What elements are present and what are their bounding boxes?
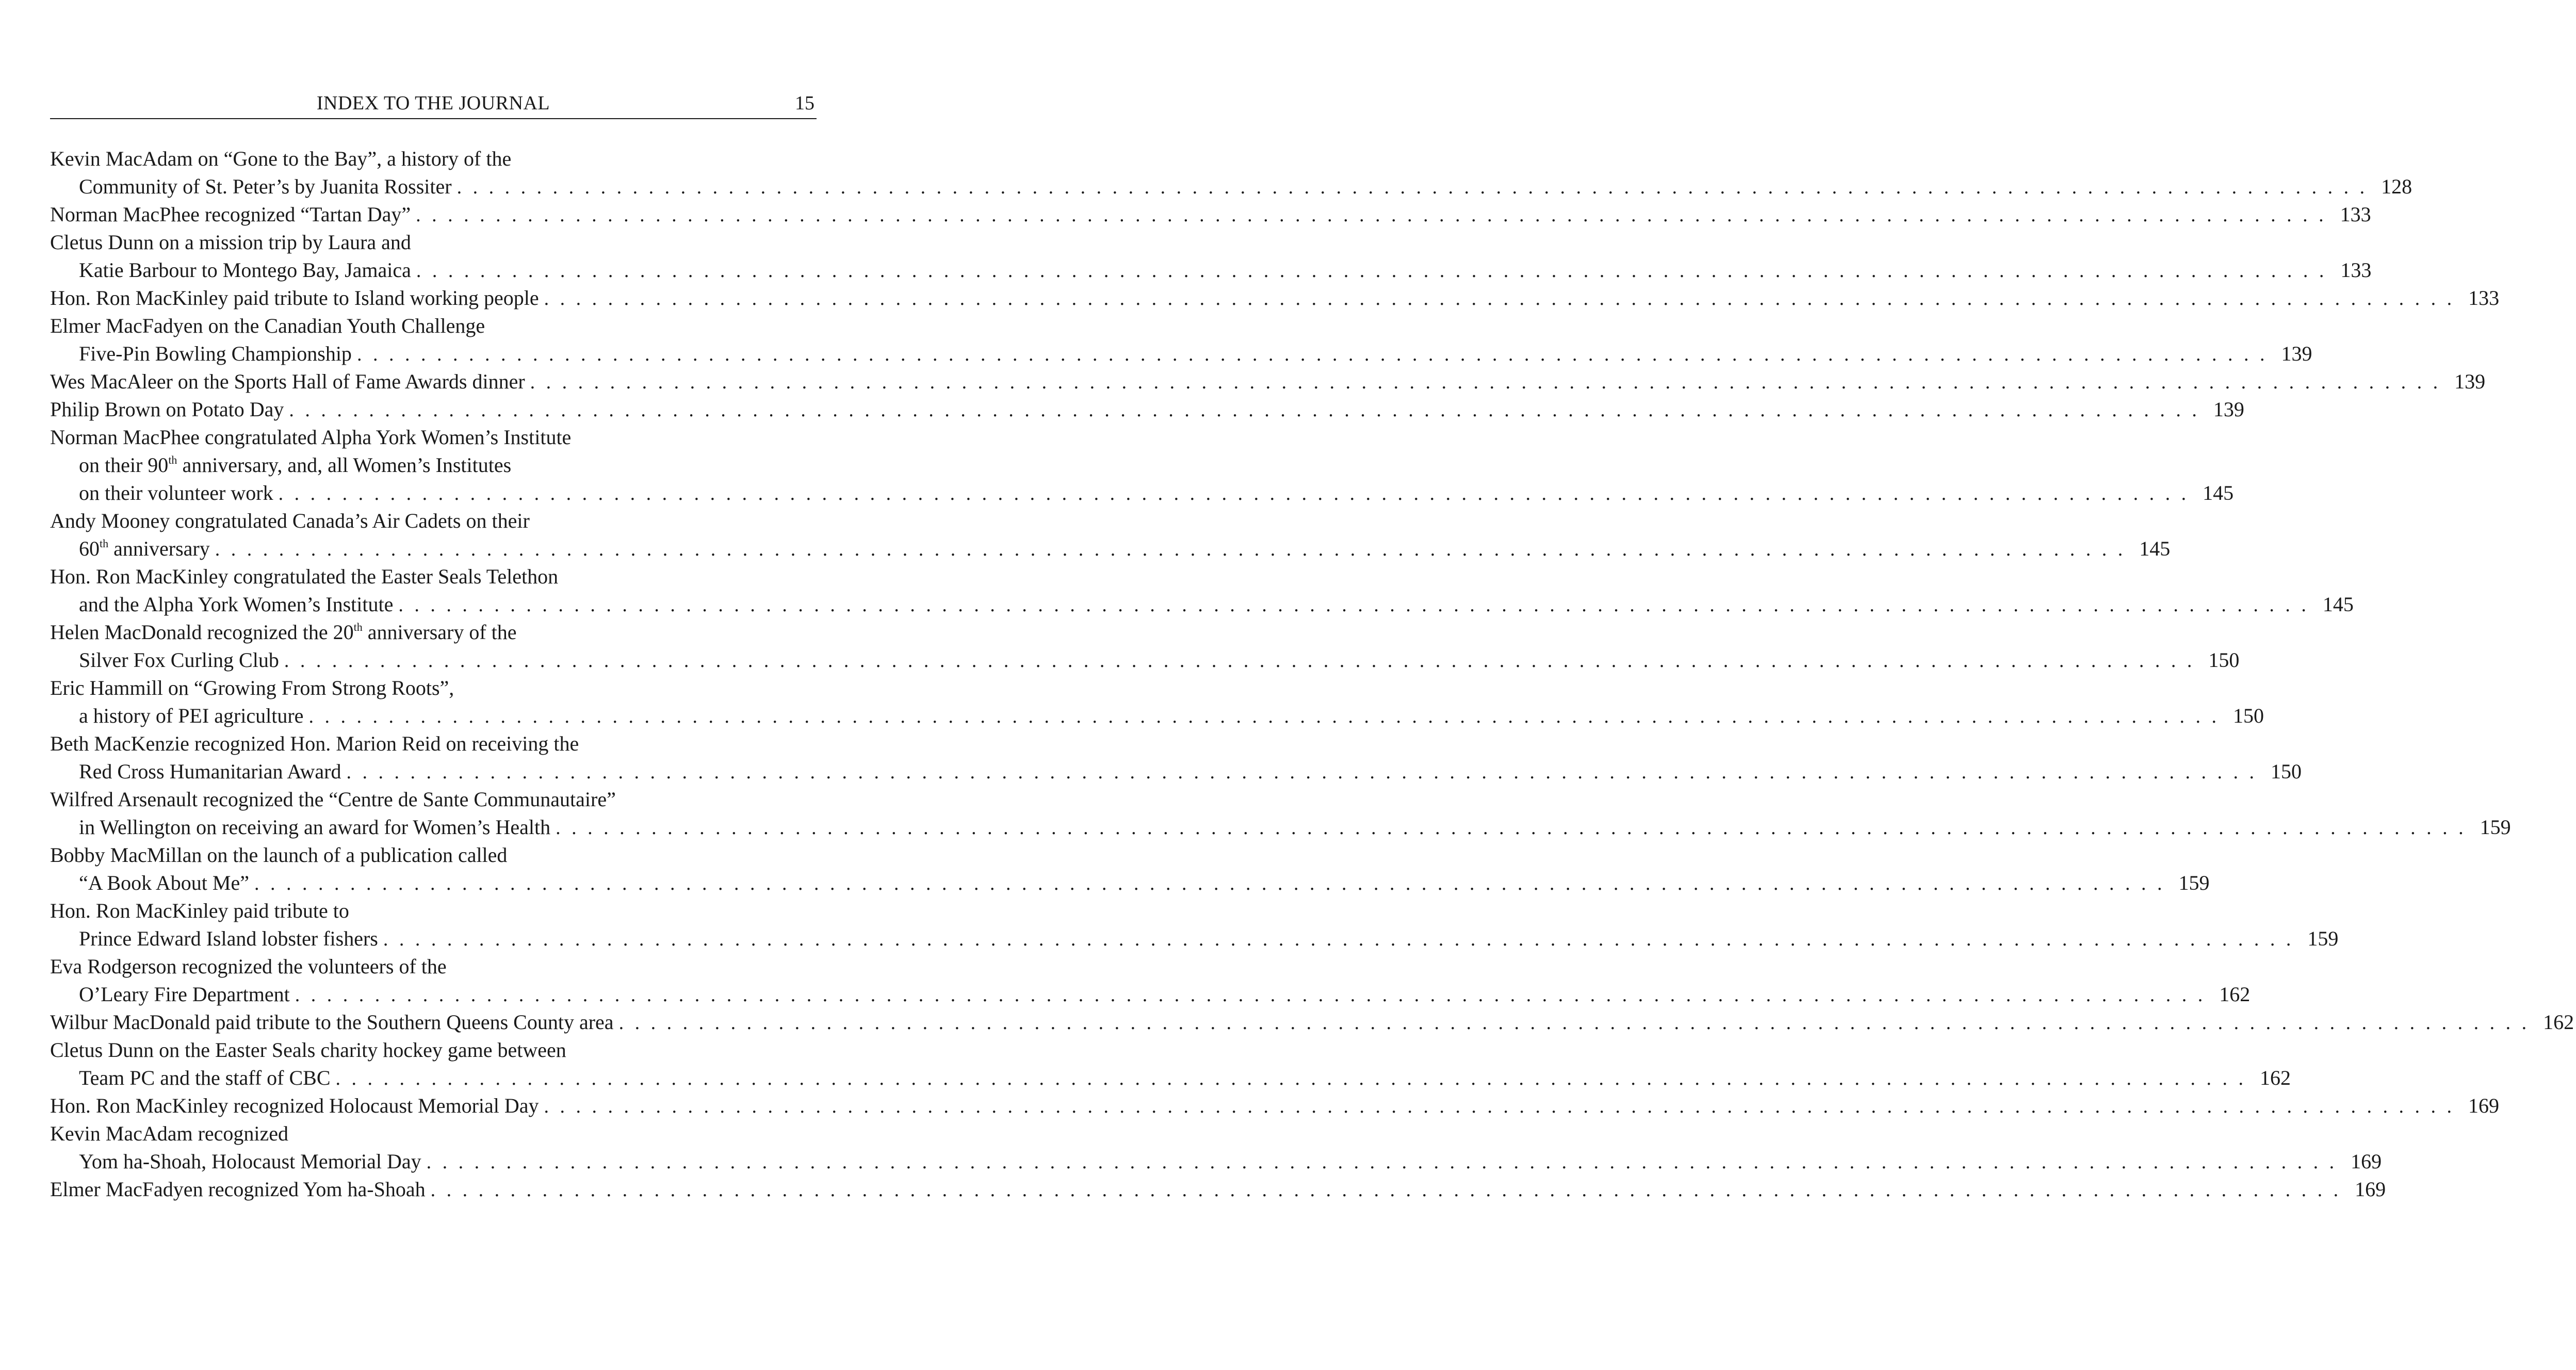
entry-text: Katie Barbour to Montego Bay, Jamaica	[79, 258, 411, 282]
entry-text: Hon. Ron MacKinley congratulated the Easter Seals Telethon	[50, 565, 559, 588]
index-entry	[50, 674, 2264, 730]
entry-text: 60th anniversary	[79, 537, 210, 560]
dot-leader: . . . . . . . . . . . . . . . . . . . . . . . . . . . . . . . . . . . . . . . . . . . . . . . . . . . . . . . . . . . . . . . . . . . . . . . . . . . . . . . . . . . . . . . . . . . . . . . . . . . . . . . . . . . . . . . . . . . . . . . .	[416, 260, 2327, 282]
entry-first-line	[50, 396, 2244, 423]
index-entry	[50, 284, 2500, 312]
dot-leader: . . . . . . . . . . . . . . . . . . . . . . . . . . . . . . . . . . . . . . . . . . . . . . . . . . . . . . . . . . . . . . . . . . . . . . . . . . . . . . . . . . . . . . . . . . . . . . . . . . . . . . . . . . . . . . . . . . . . . . . .	[456, 176, 2368, 198]
entry-page-number: 133	[2340, 203, 2371, 226]
index-entry	[50, 953, 2251, 1008]
index-entry	[50, 1176, 2386, 1203]
entry-first-line	[50, 284, 2500, 312]
entry-text: Elmer MacFadyen recognized Yom ha-Shoah	[50, 1178, 426, 1201]
entry-continuation-line	[50, 535, 2171, 563]
index-entry	[50, 507, 2171, 563]
journal-index-page	[50, 0, 2574, 1370]
page-number: 15	[795, 92, 814, 114]
dot-leader: . . . . . . . . . . . . . . . . . . . . . . . . . . . . . . . . . . . . . . . . . . . . . . . . . . . . . . . . . . . . . . . . . . . . . . . . . . . . . . . . . . . . . . . . . . . . . . . . . . . . . . . . . . . . . . . . . . . . . . . .	[284, 650, 2195, 672]
entry-text: Cletus Dunn on the Easter Seals charity hockey game between	[50, 1038, 566, 1062]
entry-continuation-line	[50, 813, 2511, 841]
entry-continuation-line	[50, 479, 2234, 507]
entry-page-number: 133	[2340, 258, 2372, 282]
dot-leader: . . . . . . . . . . . . . . . . . . . . . . . . . . . . . . . . . . . . . . . . . . . . . . . . . . . . . . . . . . . . . . . . . . . . . . . . . . . . . . . . . . . . . . . . . . . . . . . . . . . . . . . . . . . . . . . . . . . . . . . .	[215, 539, 2126, 560]
entry-text: Norman MacPhee recognized “Tartan Day”	[50, 203, 411, 226]
entry-page-number: 145	[2322, 593, 2354, 616]
index-entry	[50, 368, 2486, 396]
dot-leader: . . . . . . . . . . . . . . . . . . . . . . . . . . . . . . . . . . . . . . . . . . . . . . . . . . . . . . . . . . . . . . . . . . . . . . . . . . . . . . . . . . . . . . . . . . . . . . . . . . . . . . . . . . . . . . . . . . . . . . . .	[278, 483, 2190, 504]
entry-page-number: 150	[2270, 760, 2302, 783]
index-entry	[50, 229, 2372, 284]
dot-leader: . . . . . . . . . . . . . . . . . . . . . . . . . . . . . . . . . . . . . . . . . . . . . . . . . . . . . . . . . . . . . . . . . . . . . . . . . . . . . . . . . . . . . . . . . . . . . . . . . . . . . . . . . . . . . . . . . . . . . . . .	[254, 873, 2165, 894]
entry-first-line	[50, 368, 2486, 396]
entry-page-number: 162	[2219, 983, 2251, 1006]
header-rule	[50, 118, 817, 119]
index-entry	[50, 145, 2412, 201]
entry-text: Bobby MacMillan on the launch of a publication called	[50, 843, 508, 867]
entry-page-number: 139	[2454, 370, 2486, 393]
entry-page-number: 169	[2355, 1178, 2386, 1201]
entry-first-line	[50, 423, 817, 451]
entry-continuation-line	[50, 173, 2412, 201]
entry-page-number: 159	[2307, 927, 2339, 950]
entry-continuation-line	[50, 256, 2372, 284]
entry-first-line	[50, 841, 817, 869]
entry-text: Team PC and the staff of CBC	[79, 1066, 331, 1089]
index-entry	[50, 1008, 2574, 1036]
entry-continuation-line	[50, 1148, 2382, 1176]
entry-page-number: 169	[2351, 1150, 2382, 1173]
index-entry	[50, 423, 2234, 507]
entry-page-number: 128	[2381, 175, 2412, 198]
index-entry	[50, 1120, 2382, 1176]
entry-page-number: 169	[2468, 1094, 2500, 1117]
entry-page-number: 139	[2213, 398, 2244, 421]
dot-leader: . . . . . . . . . . . . . . . . . . . . . . . . . . . . . . . . . . . . . . . . . . . . . . . . . . . . . . . . . . . . . . . . . . . . . . . . . . . . . . . . . . . . . . . . . . . . . . . . . . . . . . . . . . . . . . . . . . . . . . . .	[383, 928, 2294, 950]
entry-first-line	[50, 1092, 2500, 1120]
entry-page-number: 145	[2203, 481, 2234, 504]
dot-leader: . . . . . . . . . . . . . . . . . . . . . . . . . . . . . . . . . . . . . . . . . . . . . . . . . . . . . . . . . . . . . . . . . . . . . . . . . . . . . . . . . . . . . . . . . . . . . . . . . . . . . . . . . . . . . . . . . . . . . . . .	[544, 288, 2455, 309]
entry-text: Philip Brown on Potato Day	[50, 398, 284, 421]
entry-continuation-line	[50, 758, 2302, 786]
entry-page-number: 139	[2281, 342, 2312, 365]
dot-leader: . . . . . . . . . . . . . . . . . . . . . . . . . . . . . . . . . . . . . . . . . . . . . . . . . . . . . . . . . . . . . . . . . . . . . . . . . . . . . . . . . . . . . . . . . . . . . . . . . . . . . . . . . . . . . . . . . . . . . . . .	[530, 371, 2441, 393]
entry-first-line	[50, 229, 817, 256]
entry-page-number: 150	[2232, 704, 2264, 727]
dot-leader: . . . . . . . . . . . . . . . . . . . . . . . . . . . . . . . . . . . . . . . . . . . . . . . . . . . . . . . . . . . . . . . . . . . . . . . . . . . . . . . . . . . . . . . . . . . . . . . . . . . . . . . . . . . . . . . . . . . . . . . .	[618, 1012, 2530, 1034]
entry-first-line	[50, 312, 817, 340]
entry-text: Wilbur MacDonald paid tribute to the Southern Queens County area	[50, 1010, 614, 1034]
entry-text: Kevin MacAdam on “Gone to the Bay”, a history of the	[50, 147, 512, 170]
entry-page-number: 133	[2468, 286, 2500, 309]
entry-page-number: 159	[2178, 871, 2210, 894]
entry-continuation-line	[50, 646, 2240, 674]
entry-continuation-line	[50, 981, 2251, 1008]
index-entry	[50, 1092, 2500, 1120]
entry-text: Silver Fox Curling Club	[79, 648, 279, 672]
entry-first-line	[50, 1036, 817, 1064]
page-header	[50, 91, 817, 116]
dot-leader: . . . . . . . . . . . . . . . . . . . . . . . . . . . . . . . . . . . . . . . . . . . . . . . . . . . . . . . . . . . . . . . . . . . . . . . . . . . . . . . . . . . . . . . . . . . . . . . . . . . . . . . . . . . . . . . . . . . . . . . .	[335, 1068, 2247, 1089]
entry-first-line	[50, 786, 817, 813]
entry-text: Elmer MacFadyen on the Canadian Youth Challenge	[50, 314, 485, 337]
entry-first-line	[50, 507, 817, 535]
entry-text: Five-Pin Bowling Championship	[79, 342, 352, 365]
entry-page-number: 162	[2543, 1010, 2574, 1034]
entry-text: Prince Edward Island lobster fishers	[79, 927, 378, 950]
dot-leader: . . . . . . . . . . . . . . . . . . . . . . . . . . . . . . . . . . . . . . . . . . . . . . . . . . . . . . . . . . . . . . . . . . . . . . . . . . . . . . . . . . . . . . . . . . . . . . . . . . . . . . . . . . . . . . . . . . . . . . . .	[426, 1151, 2338, 1173]
entry-continuation-line	[50, 451, 817, 479]
entry-first-line	[50, 618, 817, 646]
dot-leader: . . . . . . . . . . . . . . . . . . . . . . . . . . . . . . . . . . . . . . . . . . . . . . . . . . . . . . . . . . . . . . . . . . . . . . . . . . . . . . . . . . . . . . . . . . . . . . . . . . . . . . . . . . . . . . . . . . . . . . . .	[544, 1096, 2455, 1117]
index-entry	[50, 786, 2511, 841]
entry-text: Helen MacDonald recognized the 20th anniversary of the	[50, 621, 517, 644]
entry-first-line	[50, 1176, 2386, 1203]
entry-text: Hon. Ron MacKinley recognized Holocaust Memorial Day	[50, 1094, 539, 1117]
entry-continuation-line	[50, 925, 2339, 953]
dot-leader: . . . . . . . . . . . . . . . . . . . . . . . . . . . . . . . . . . . . . . . . . . . . . . . . . . . . . . . . . . . . . . . . . . . . . . . . . . . . . . . . . . . . . . . . . . . . . . . . . . . . . . . . . . . . . . . . . . . . . . . .	[308, 706, 2220, 727]
entry-first-line	[50, 953, 817, 981]
entry-first-line	[50, 145, 817, 173]
entry-text: in Wellington on receiving an award for Women’s Health	[79, 816, 551, 839]
page-title: INDEX TO THE JOURNAL	[316, 92, 550, 114]
index-entry	[50, 312, 2312, 368]
dot-leader: . . . . . . . . . . . . . . . . . . . . . . . . . . . . . . . . . . . . . . . . . . . . . . . . . . . . . . . . . . . . . . . . . . . . . . . . . . . . . . . . . . . . . . . . . . . . . . . . . . . . . . . . . . . . . . . . . . . . . . . .	[398, 594, 2309, 616]
entry-text: Yom ha-Shoah, Holocaust Memorial Day	[79, 1150, 421, 1173]
index-entry	[50, 730, 2302, 786]
entry-text: Red Cross Humanitarian Award	[79, 760, 341, 783]
entry-text: Cletus Dunn on a mission trip by Laura and	[50, 231, 411, 254]
index-entry	[50, 201, 2371, 229]
entry-continuation-line	[50, 1064, 2291, 1092]
entry-text: and the Alpha York Women’s Institute	[79, 593, 394, 616]
index-entry	[50, 1036, 2291, 1092]
entry-continuation-line	[50, 340, 2312, 368]
dot-leader: . . . . . . . . . . . . . . . . . . . . . . . . . . . . . . . . . . . . . . . . . . . . . . . . . . . . . . . . . . . . . . . . . . . . . . . . . . . . . . . . . . . . . . . . . . . . . . . . . . . . . . . . . . . . . . . . . . . . . . . .	[295, 984, 2206, 1006]
dot-leader: . . . . . . . . . . . . . . . . . . . . . . . . . . . . . . . . . . . . . . . . . . . . . . . . . . . . . . . . . . . . . . . . . . . . . . . . . . . . . . . . . . . . . . . . . . . . . . . . . . . . . . . . . . . . . . . . . . . . . . . .	[556, 817, 2467, 839]
dot-leader: . . . . . . . . . . . . . . . . . . . . . . . . . . . . . . . . . . . . . . . . . . . . . . . . . . . . . . . . . . . . . . . . . . . . . . . . . . . . . . . . . . . . . . . . . . . . . . . . . . . . . . . . . . . . . . . . . . . . . . . .	[430, 1179, 2342, 1201]
entry-page-number: 159	[2480, 816, 2511, 839]
index-entry	[50, 897, 2339, 953]
entry-text: Hon. Ron MacKinley paid tribute to	[50, 899, 349, 922]
entry-text: a history of PEI agriculture	[79, 704, 304, 727]
entry-first-line	[50, 897, 817, 925]
index-entry	[50, 563, 2354, 618]
entry-first-line	[50, 730, 817, 758]
index-entry	[50, 618, 2240, 674]
entry-text: Wes MacAleer on the Sports Hall of Fame Awards dinner	[50, 370, 525, 393]
entry-continuation-line	[50, 702, 2264, 730]
entry-text: Andy Mooney congratulated Canada’s Air Cadets on their	[50, 509, 530, 532]
entry-text: Beth MacKenzie recognized Hon. Marion Reid on receiving the	[50, 732, 579, 755]
entry-text: “A Book About Me”	[79, 871, 249, 894]
entry-text: Eva Rodgerson recognized the volunteers of the	[50, 955, 447, 978]
entry-text: Kevin MacAdam recognized	[50, 1122, 289, 1145]
entry-page-number: 145	[2139, 537, 2171, 560]
entry-continuation-line	[50, 591, 2354, 618]
entry-page-number: 150	[2208, 648, 2240, 672]
entry-first-line	[50, 563, 817, 591]
dot-leader: . . . . . . . . . . . . . . . . . . . . . . . . . . . . . . . . . . . . . . . . . . . . . . . . . . . . . . . . . . . . . . . . . . . . . . . . . . . . . . . . . . . . . . . . . . . . . . . . . . . . . . . . . . . . . . . . . . . . . . . .	[346, 761, 2257, 783]
index-entries	[50, 145, 2574, 1203]
entry-first-line	[50, 674, 817, 702]
entry-text: Hon. Ron MacKinley paid tribute to Island working people	[50, 286, 539, 309]
entry-text: on their 90th anniversary, and, all Women’s Institutes	[79, 453, 512, 477]
dot-leader: . . . . . . . . . . . . . . . . . . . . . . . . . . . . . . . . . . . . . . . . . . . . . . . . . . . . . . . . . . . . . . . . . . . . . . . . . . . . . . . . . . . . . . . . . . . . . . . . . . . . . . . . . . . . . . . . . . . . . . . .	[289, 399, 2200, 421]
entry-first-line	[50, 1008, 2574, 1036]
entry-text: on their volunteer work	[79, 481, 273, 504]
entry-first-line	[50, 201, 2371, 229]
entry-first-line	[50, 1120, 817, 1148]
index-entry	[50, 396, 2244, 423]
entry-text: O’Leary Fire Department	[79, 983, 290, 1006]
dot-leader: . . . . . . . . . . . . . . . . . . . . . . . . . . . . . . . . . . . . . . . . . . . . . . . . . . . . . . . . . . . . . . . . . . . . . . . . . . . . . . . . . . . . . . . . . . . . . . . . . . . . . . . . . . . . . . . . . . . . . . . .	[416, 204, 2327, 226]
entry-continuation-line	[50, 869, 2210, 897]
dot-leader: . . . . . . . . . . . . . . . . . . . . . . . . . . . . . . . . . . . . . . . . . . . . . . . . . . . . . . . . . . . . . . . . . . . . . . . . . . . . . . . . . . . . . . . . . . . . . . . . . . . . . . . . . . . . . . . . . . . . . . . .	[356, 344, 2268, 365]
entry-page-number: 162	[2260, 1066, 2291, 1089]
entry-text: Wilfred Arsenault recognized the “Centre de Sante Communautaire”	[50, 788, 616, 811]
index-entry	[50, 841, 2210, 897]
entry-text: Community of St. Peter’s by Juanita Rossiter	[79, 175, 452, 198]
entry-text: Norman MacPhee congratulated Alpha York Women’s Institute	[50, 426, 572, 449]
entry-text: Eric Hammill on “Growing From Strong Roots”,	[50, 676, 454, 699]
